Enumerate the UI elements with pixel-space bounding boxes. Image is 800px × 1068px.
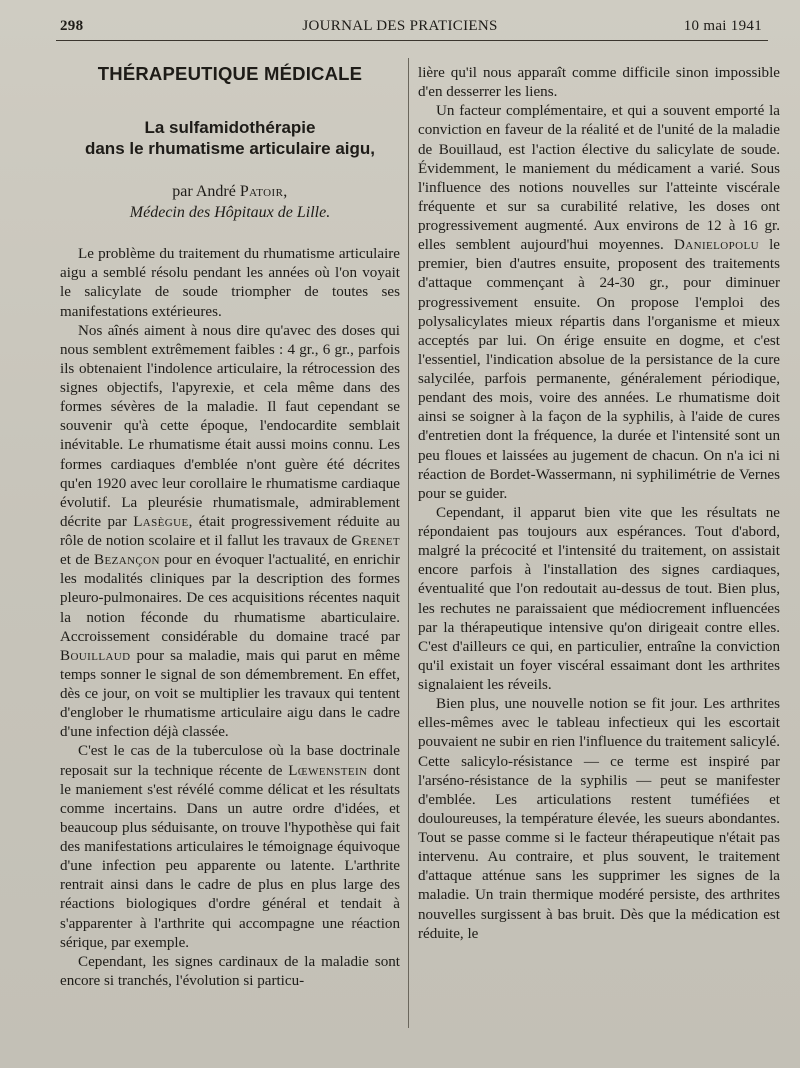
cited-name: Lœwenstein — [288, 762, 368, 779]
cited-name: Bouillaud — [60, 647, 131, 664]
byline — [60, 181, 400, 202]
article-title — [60, 117, 400, 159]
header-rule — [56, 40, 768, 41]
paragraph: Le problème du traitement du rhumatisme articulaire aigu a semblé résolu pendant les années où l'on voyait le salicylate de soude triompher de toutes ses manifestations extérieures. — [60, 246, 400, 320]
cited-name: Grenet — [351, 533, 400, 549]
text-run: dont le maniement s'est révélé comme délicat et les résultats comme incertains. Dans un autre ordre d'idées, et beaucoup plus séduisante, on trouve l'hypothèse qui fait des manifestations articulaires le témoignage équivoque d'une infection peu apparente ou latente. L'arthrite rentrait ainsi dans le cadre de plus en plus large des réactions biologiques d'ordre général et tendait à s'apparenter à l'arthrite qui accompagne une réaction sérique, par exemple. — [60, 762, 401, 951]
paragraph — [60, 322, 400, 743]
column-divider — [408, 58, 409, 1028]
author-surname: Patoir, — [239, 183, 288, 201]
section-title: THÉRAPEUTIQUE MÉDICALE — [97, 63, 363, 84]
issue-date: 10 mai 1941 — [683, 18, 762, 34]
cited-name: Lasègue — [133, 513, 189, 530]
journal-title: JOURNAL DES PRATICIENS — [302, 18, 498, 34]
page-number: 298 — [60, 18, 84, 34]
cited-name: Bezançon — [94, 552, 160, 569]
paragraph — [60, 742, 400, 952]
paragraph: lière qu'il nous apparaît comme difficile sinon impossible d'en desserrer les liens. — [418, 65, 780, 101]
paragraph: Cependant, il apparut bien vite que les résultats ne répondaient pas toujours aux espérances. Tout d'abord, malgré la précocité et l'intensité du traitement, on assistait encore parfois à l'installation des signes cardiaques, éventualité que l'on redoutait au-dessus de tout. Bien plus, les rechutes ne paraissaient que médiocrement influencées par la thérapeutique intensive qu'on dirigeait contre elles. C'est d'ailleurs ce qui, en particulier, entraîne la conviction qu'il existait un foyer viscéral essaimant dont les arthrites signalaient les réveils. — [418, 504, 780, 693]
text-run: et de — [60, 552, 95, 569]
left-column — [60, 60, 400, 991]
text-run: pour en évoquer l'actualité, en enrichir les modalités cliniques par la description des formes pleuro-pulmonaires. De ces acquisitions récentes naquit la notion féconde du rhumatisme abarticulaire. Accroissement considérable du domaine tracé par — [60, 552, 401, 645]
article-title-line2: dans le rhumatisme articulaire aigu, — [84, 139, 376, 159]
text-run: Un facteur complémentaire, et qui a souvent emporté la conviction en faveur de la réalité et de l'unité de la maladie de Bouillaud, est l'action élective du salicylate de soude. Évidemment, le maniement du médicament a varié. Sous l'influence des notions nouvelles sur l'atteinte viscérale fréquente et sur sa curabilité relative, les doses ont progressivement augmenté. Aux environs de 12 à 16 gr. elles semblent aujourd'hui moyennes. — [418, 103, 780, 254]
paragraph: Cependant, les signes cardinaux de la maladie sont encore si tranchés, l'évolution si particu- — [60, 953, 400, 989]
text-run: , était progressivement réduite au rôle de notion scolaire et il fallut les travaux de — [60, 513, 400, 549]
byline-prefix: par André — [172, 183, 236, 201]
text-run: Nos aînés aiment à nous dire qu'avec des doses qui nous semblent extrêmement faibles : 4 gr., 6 gr., parfois ils obtenaient l'indolence articulaire, la rétrocession des signes objectifs, l'apyrexie, et cela même dans des formes sévères de la maladie. Il faut cependant se souvenir qu'à cette époque, l'endocardite semblait inévitable. Le rhumatisme était aussi moins connu. Les formes cardiaques d'emblée n'ont guère été décrites qu'en 1920 avec leur corollaire le rhumatisme cardiaque évolutif. La pleurésie rhumatismale, admirablement décrite par — [60, 322, 400, 530]
article-title-line1: La sulfamidothérapie — [144, 118, 316, 138]
right-column — [418, 64, 780, 944]
paragraph: Bien plus, une nouvelle notion se fit jour. Les arthrites elles-mêmes avec le tableau infectieux qui les escortait pouvaient ne subir en rien l'influence du traitement salicylé. Cette salicylo-résistance — ce terme est inspiré par l'arséno-résistance de la syphilis — peut se manifester d'emblée. Les articulations restent tuméfiées et douloureuses, la température élevée, les sueurs abondantes. Tout se passe comme si le facteur thérapeutique n'était pas intervenu. Au contraire, et plus souvent, le traitement d'attaque atténue sans les supprimer les signes de la maladie. Un train thermique modéré persiste, des arthrites nouvelles surgissent à bas bruit. Dès que la médication est réduite, le — [418, 696, 780, 942]
text-run: pour sa maladie, mais qui parut en même temps sonner le signal de son démembrement. En effet, dès ce jour, on voit se multiplier les travaux qui tentent d'englober le rhumatisme articulaire aigu dans le cadre d'une infection déjà classée. — [60, 647, 400, 741]
text-run: le premier, bien d'autres ensuite, proposent des traitements d'attaque commençant à 24-30 gr., pour diminuer progressivement ensuite. On propose l'emploi des polysalicylates mieux répartis dans l'organisme et mieux acceptés par lui. On érige ensuite en dogme, et c'est l'essentiel, l'indication absolue de la persistance de la cure salycilée, parfois permanente, généralement périodique, pendant des mois, voire des années. Le rhumatisme doit ainsi se soigner à la façon de la syphilis, à l'aide de cures d'entretien dont la fréquence, la durée et l'intensité sont un peu floues et laissées au jugement de chacun. On n'a ici ni réaction de Bordet-Wassermann, ni syphilimétrie de Vernes pour se guider. — [418, 237, 780, 502]
author-affiliation: Médecin des Hôpitaux de Lille. — [129, 204, 331, 222]
running-head — [0, 16, 800, 40]
cited-name: Danielopolu — [673, 237, 759, 254]
text-run: C'est le cas de la tuberculose où la base doctrinale reposait sur la technique récente de — [60, 743, 400, 779]
paragraph — [418, 102, 780, 504]
